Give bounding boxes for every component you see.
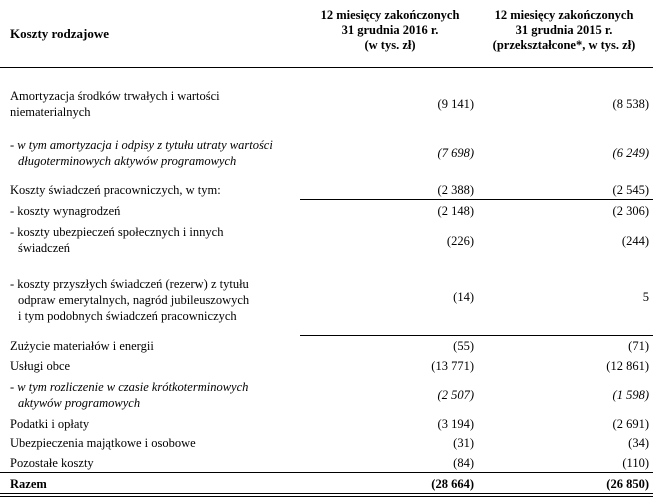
header-divider-left <box>0 67 300 68</box>
row-rezerw-label: - koszty przyszłych świadczeń (rezerw) z tytułu odpraw emerytalnych, nagród jubileuszowych i tym podobnych świadczeń pracowniczych <box>10 277 250 323</box>
row-wynagrodzen-label: - koszty wynagrodzeń <box>10 204 121 218</box>
row-pozostale-label: Pozostałe koszty <box>10 456 94 470</box>
row-rozliczenie-2015: (1 598) <box>612 388 649 402</box>
divider-swiadczen <box>300 199 653 200</box>
row-zuzycie-label: Zużycie materiałów i energii <box>10 339 154 353</box>
row-ubezpieczen-spolecznych-label: - koszty ubezpieczeń społecznych i innych świadczeń <box>10 225 224 255</box>
row-uslugi-obce-2016: (13 771) <box>431 359 474 373</box>
column-header-2015: 12 miesięcy zakończonych 31 grudnia 2015 r. (przekształcone*, w tys. zł) <box>492 8 636 52</box>
row-wynagrodzen-2015: (2 306) <box>612 204 649 218</box>
row-razem-2016: (28 664) <box>431 477 474 491</box>
row-koszty-swiadczen-2016: (2 388) <box>437 183 474 197</box>
table-title: Koszty rodzajowe <box>10 26 110 41</box>
row-ubezpieczenia-majatkowe-2015: (34) <box>628 436 649 450</box>
row-amortyzacja-detail-label: - w tym amortyzacja i odpisy z tytułu utraty wartości długoterminowych aktywów programowych <box>10 138 273 168</box>
row-podatki-2016: (3 194) <box>437 417 474 431</box>
row-amortyzacja-2015: (8 538) <box>612 97 649 111</box>
header-divider-right <box>300 67 653 68</box>
row-ubezpieczen-spolecznych-2016: (226) <box>446 234 474 248</box>
divider-total-bottom-1 <box>0 493 653 494</box>
row-rozliczenie-2016: (2 507) <box>437 388 474 402</box>
row-wynagrodzen-2016: (2 148) <box>437 204 474 218</box>
row-zuzycie-2016: (55) <box>453 339 474 353</box>
column-header-2016: 12 miesięcy zakończonych 31 grudnia 2016 r. (w tys. zł) <box>320 8 460 52</box>
divider-rezerw <box>300 335 653 336</box>
row-pozostale-2015: (110) <box>622 456 649 470</box>
row-razem-2015: (26 850) <box>606 477 649 491</box>
row-zuzycie-2015: (71) <box>628 339 649 353</box>
row-razem-label: Razem <box>10 477 47 491</box>
row-amortyzacja-detail-2016: (7 698) <box>437 146 474 160</box>
row-ubezpieczenia-majatkowe-label: Ubezpieczenia majątkowe i osobowe <box>10 436 196 450</box>
row-rezerw-2015: 5 <box>642 290 649 304</box>
row-amortyzacja-label: Amortyzacja środków trwałych i wartości niematerialnych <box>10 89 220 119</box>
row-uslugi-obce-label: Usługi obce <box>10 359 71 373</box>
row-koszty-swiadczen-label: Koszty świadczeń pracowniczych, w tym: <box>10 183 221 197</box>
row-rozliczenie-label: - w tym rozliczenie w czasie krótkoterminowych aktywów programowych <box>10 380 249 410</box>
row-koszty-swiadczen-2015: (2 545) <box>612 183 649 197</box>
row-podatki-2015: (2 691) <box>612 417 649 431</box>
row-ubezpieczenia-majatkowe-2016: (31) <box>453 436 474 450</box>
divider-total-bottom-2 <box>0 496 653 497</box>
row-podatki-label: Podatki i opłaty <box>10 417 90 431</box>
divider-total-top <box>0 472 653 473</box>
row-pozostale-2016: (84) <box>453 456 474 470</box>
row-amortyzacja-detail-2015: (6 249) <box>612 146 649 160</box>
row-rezerw-2016: (14) <box>453 290 474 304</box>
row-amortyzacja-2016: (9 141) <box>437 97 474 111</box>
row-ubezpieczen-spolecznych-2015: (244) <box>621 234 649 248</box>
row-uslugi-obce-2015: (12 861) <box>606 359 649 373</box>
